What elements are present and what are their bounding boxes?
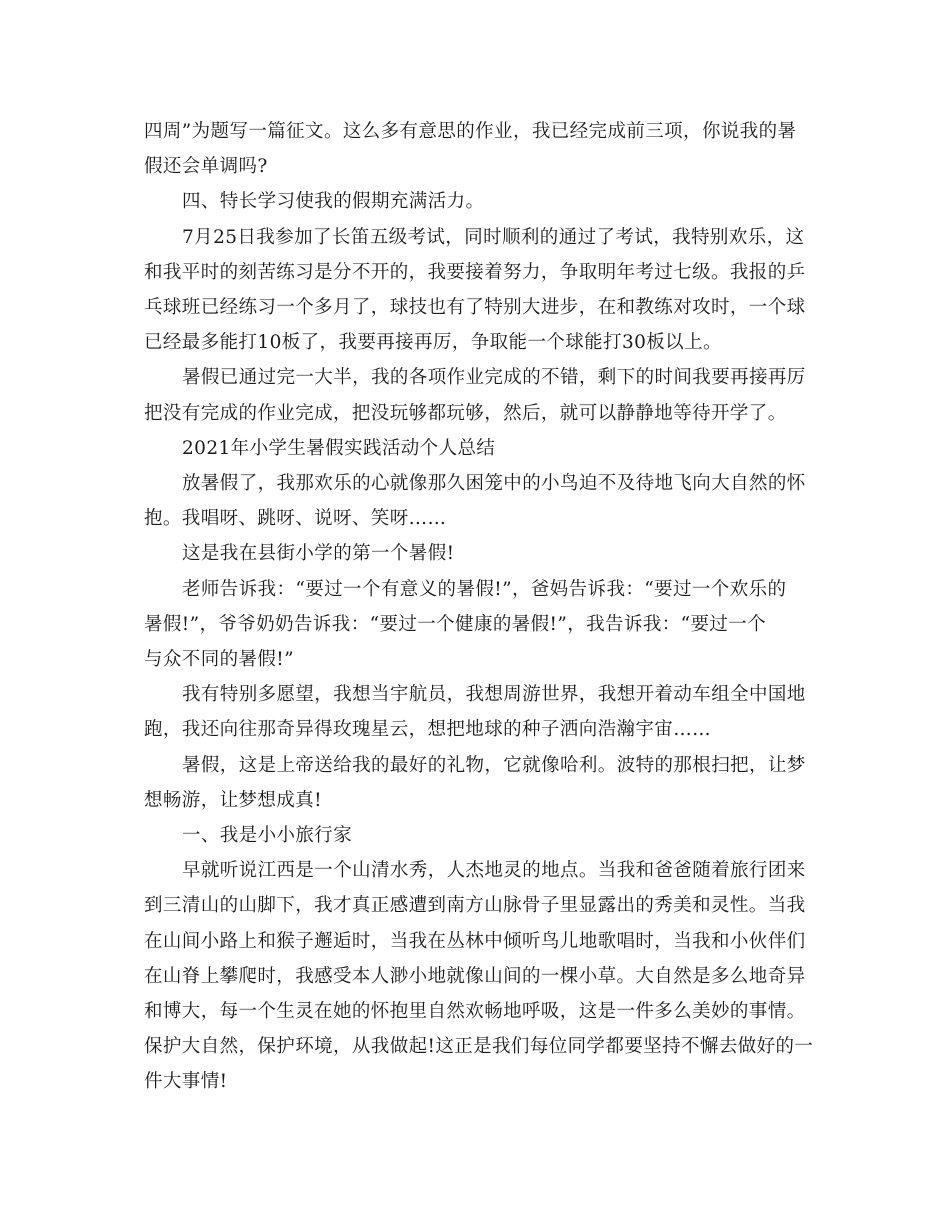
text-line: 四、特长学习使我的假期充满活力。 xyxy=(182,191,485,213)
document-body xyxy=(144,114,814,1100)
text-line: 2021年小学生暑假实践活动个人总结 xyxy=(182,437,496,459)
text-line: 把没有完成的作业完成，把没玩够都玩够，然后，就可以静静地等待开学了。 xyxy=(144,402,787,424)
text-line: 在山脊上攀爬时，我感受本人渺小地就像山间的一棵小草。大自然是多么地奇异 xyxy=(144,965,806,987)
text-line: 抱。我唱呀、跳呀、说呀、笑呀…… xyxy=(144,508,447,530)
text-line: 假还会单调吗? xyxy=(144,156,268,178)
text-line: 和我平时的刻苦练习是分不开的，我要接着努力，争取明年考过七级。我报的乒 xyxy=(144,261,806,283)
text-line: 想畅游，让梦想成真! xyxy=(144,789,322,811)
text-line: 暑假，这是上帝送给我的最好的礼物，它就像哈利。波特的那根扫把，让梦 xyxy=(182,754,806,776)
text-line: 早就听说江西是一个山清水秀，人杰地灵的地点。当我和爸爸随着旅行团来 xyxy=(182,860,806,882)
text-line: 已经最多能打10板了，我要再接再厉，争取能一个球能打30板以上。 xyxy=(144,332,722,354)
text-line: 在山间小路上和猴子邂逅时，当我在丛林中倾听鸟儿地歌唱时，当我和小伙伴们 xyxy=(144,930,806,952)
text-line: 7月25日我参加了长笛五级考试，同时顺利的通过了考试，我特别欢乐，这 xyxy=(182,226,805,248)
text-line: 乓球班已经练习一个多月了，球技也有了特别大进步，在和教练对攻时，一个球 xyxy=(144,297,806,319)
text-line: 与众不同的暑假!” xyxy=(144,649,294,671)
text-line: 暑假!”，爷爷奶奶告诉我：“要过一个健康的暑假!”，我告诉我：“要过一个 xyxy=(144,613,767,635)
text-line: 放暑假了，我那欢乐的心就像那久困笼中的小鸟迫不及待地飞向大自然的怀 xyxy=(182,473,806,495)
text-line: 保护大自然，保护环境，从我做起!这正是我们每位同学都要坚持不懈去做好的一 xyxy=(144,1036,814,1058)
text-line: 跑，我还向往那奇异得玫瑰星云，想把地球的种子洒向浩瀚宇宙…… xyxy=(144,719,712,741)
text-line: 和博大，每一个生灵在她的怀抱里自然欢畅地呼吸，这是一件多么美妙的事情。 xyxy=(144,1001,806,1023)
text-line: 暑假已通过完一大半，我的各项作业完成的不错，剩下的时间我要再接再厉 xyxy=(182,367,806,389)
text-line: 我有特别多愿望，我想当宇航员，我想周游世界，我想开着动车组全中国地 xyxy=(182,684,806,706)
text-line: 件大事情! xyxy=(144,1071,228,1093)
text-line: 这是我在县街小学的第一个暑假! xyxy=(182,543,455,565)
text-line: 到三清山的山脚下，我才真正感遭到南方山脉骨子里显露出的秀美和灵性。当我 xyxy=(144,895,806,917)
text-line: 老师告诉我：“要过一个有意义的暑假!”，爸妈告诉我：“要过一个欢乐的 xyxy=(182,578,787,600)
text-line: 一、我是小小旅行家 xyxy=(182,825,353,847)
text-line: 四周”为题写一篇征文。这么多有意思的作业，我已经完成前三项，你说我的暑 xyxy=(144,121,797,142)
